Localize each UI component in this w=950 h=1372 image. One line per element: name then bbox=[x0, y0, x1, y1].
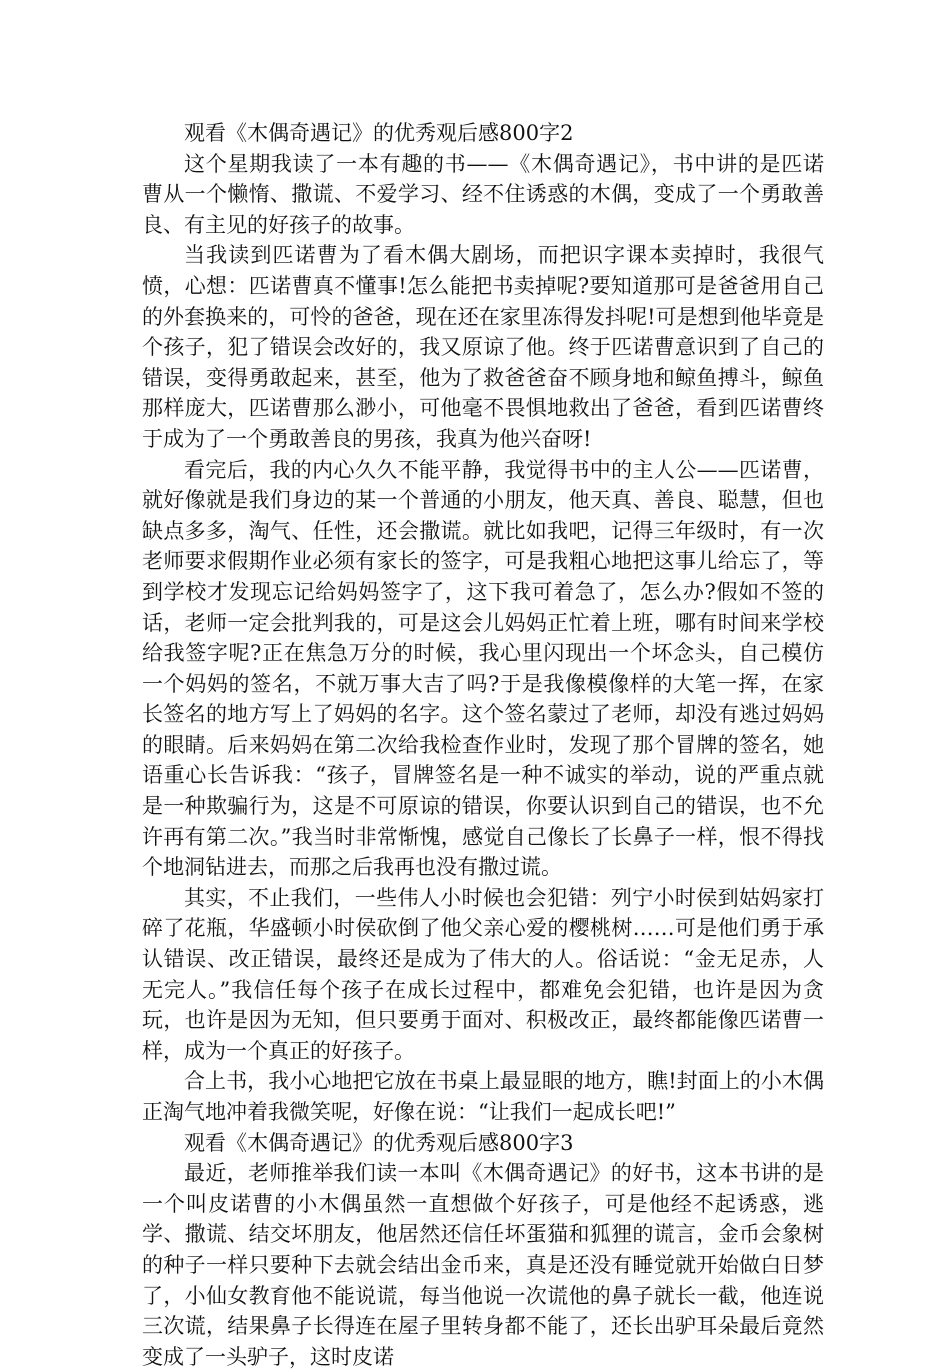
paragraph-section3: 最近，老师推举我们读一本叫《木偶奇遇记》的好书，这本书讲的是一个叫皮诺曹的小木偶虽然一直想做个好孩子，可是他经不起诱惑，逃学、撒谎、结交坏朋友，他居然还信任坏蛋猫和狐狸的谎言，金币会象树的种子一样只要种下去就会结出金币来，真是还没有睡觉就开始做白日梦了，小仙女教育他不能说谎，每当他说一次谎他的鼻子就长一截，他连说三次谎，结果鼻子长得连在屋子里转身都不能了，还长出驴耳朵最后竟然变成了一头驴子，这时皮诺 bbox=[142, 1161, 824, 1369]
paragraph-reading: 当我读到匹诺曹为了看木偶大剧场，而把识字课本卖掉时，我很气愤，心想：匹诺曹真不懂事!怎么能把书卖掉呢?要知道那可是爸爸用自己的外套换来的，可怜的爸爸，现在还在家里冻得发抖呢!可是想到他毕竟是个孩子，犯了错误会改好的，我又原谅了他。终于匹诺曹意识到了自己的错误，变得勇敢起来，甚至，他为了救爸爸奋不顾身地和鲸鱼搏斗，鲸鱼那样庞大，匹诺曹那么渺小，可他毫不畏惧地救出了爸爸，看到匹诺曹终于成为了一个勇敢善良的男孩，我真为他兴奋呀! bbox=[142, 243, 824, 451]
paragraph-great-people: 其实，不止我们，一些伟人小时候也会犯错：列宁小时侯到姑妈家打碎了花瓶，华盛顿小时侯砍倒了他父亲心爱的樱桃树……可是他们勇于承认错误、改正错误，最终还是成为了伟大的人。俗话说：“金无足赤，人无完人。”我信任每个孩子在成长过程中，都难免会犯错，也许是因为贪玩，也许是因为无知，但只要勇于面对、积极改正，最终都能像匹诺曹一样，成为一个真正的好孩子。 bbox=[142, 885, 824, 1063]
document-body bbox=[142, 118, 824, 1372]
paragraph-closing: 合上书，我小心地把它放在书桌上最显眼的地方，瞧!封面上的小木偶正淘气地冲着我微笑呢，好像在说：“让我们一起成长吧!” bbox=[142, 1069, 824, 1124]
section-heading-2: 观看《木偶奇遇记》的优秀观后感800字2 bbox=[184, 121, 574, 145]
section-heading-3: 观看《木偶奇遇记》的优秀观后感800字3 bbox=[184, 1130, 574, 1155]
paragraph-intro: 这个星期我读了一本有趣的书——《木偶奇遇记》，书中讲的是匹诺曹从一个懒惰、撒谎、不爱学习、经不住诱惑的木偶，变成了一个勇敢善良、有主见的好孩子的故事。 bbox=[142, 151, 824, 237]
paragraph-reflection: 看完后，我的内心久久不能平静，我觉得书中的主人公——匹诺曹，就好像就是我们身边的某一个普通的小朋友，他天真、善良、聪慧，但也缺点多多，淘气、任性，还会撒谎。就比如我吧，记得三年级时，有一次老师要求假期作业必须有家长的签字，可是我粗心地把这事儿给忘了，等到学校才发现忘记给妈妈签字了，这下我可着急了，怎么办?假如不签的话，老师一定会批判我的，可是这会儿妈妈正忙着上班，哪有时间来学校给我签字呢?正在焦急万分的时候，我心里闪现出一个坏念头，自己模仿一个妈妈的签名，不就万事大吉了吗?于是我像模像样的大笔一挥，在家长签名的地方写上了妈妈的名字。这个签名蒙过了老师，却没有逃过妈妈的眼睛。后来妈妈在第二次给我检查作业时，发现了那个冒牌的签名，她语重心长告诉我：“孩子，冒牌签名是一种不诚实的举动，说的严重点就是一种欺骗行为，这是不可原谅的错误，你要认识到自己的错误，也不允许再有第二次。”我当时非常惭愧，感觉自己像长了长鼻子一样，恨不得找个地洞钻进去，而那之后我再也没有撒过谎。 bbox=[142, 457, 824, 880]
